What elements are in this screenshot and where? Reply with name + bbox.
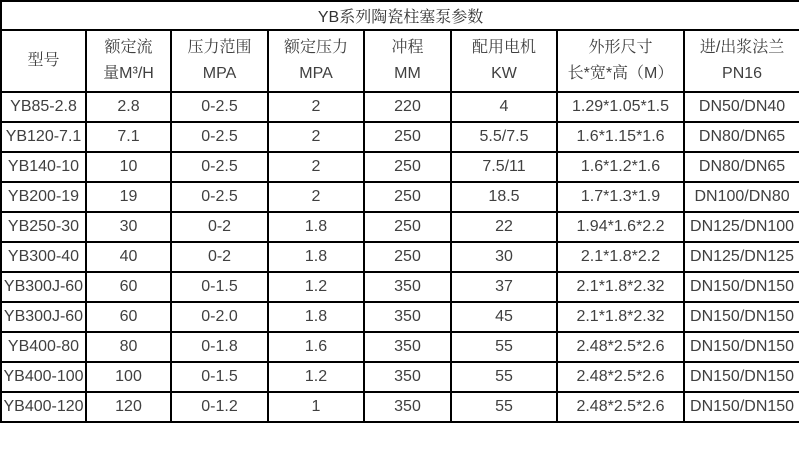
model-cell: YB300J-60 <box>1 272 86 302</box>
header-line-1: 冲程 <box>391 39 424 56</box>
table-cell: 18.5 <box>451 182 557 212</box>
table-cell: 1.8 <box>268 212 364 242</box>
table-cell: 45 <box>451 302 557 332</box>
table-cell: 350 <box>364 302 451 332</box>
table-cell: 60 <box>86 272 171 302</box>
table-cell: 1.2 <box>268 272 364 302</box>
header-row <box>1 30 799 92</box>
table-cell: 2.48*2.5*2.6 <box>557 392 684 422</box>
table-cell: 350 <box>364 332 451 362</box>
table-cell: 0-2.5 <box>171 92 268 122</box>
table-cell: 0-2 <box>171 212 268 242</box>
header-cell <box>171 30 268 92</box>
table-row <box>1 332 799 362</box>
table-cell: 350 <box>364 272 451 302</box>
header-cell <box>684 30 799 92</box>
table-cell: 220 <box>364 92 451 122</box>
table-row <box>1 92 799 122</box>
table-cell: 2 <box>268 182 364 212</box>
table-cell: DN125/DN100 <box>684 212 799 242</box>
table-cell: 40 <box>86 242 171 272</box>
table-row <box>1 152 799 182</box>
table-cell: 2 <box>268 122 364 152</box>
table-cell: DN150/DN150 <box>684 392 799 422</box>
table-cell: 1.7*1.3*1.9 <box>557 182 684 212</box>
table-cell: 2.48*2.5*2.6 <box>557 362 684 392</box>
model-cell: YB400-80 <box>1 332 86 362</box>
table-cell: 1 <box>268 392 364 422</box>
table-cell: 0-1.5 <box>171 272 268 302</box>
table-cell: 55 <box>451 362 557 392</box>
table-row <box>1 182 799 212</box>
table-cell: 2.8 <box>86 92 171 122</box>
header-line-2: 量M³/H <box>103 65 154 82</box>
model-cell: YB140-10 <box>1 152 86 182</box>
model-cell: YB400-100 <box>1 362 86 392</box>
header-line-1: 额定压力 <box>283 39 348 56</box>
table-cell: 0-2 <box>171 242 268 272</box>
table-cell: 0-1.8 <box>171 332 268 362</box>
table-cell: 1.8 <box>268 302 364 332</box>
table-cell: 250 <box>364 152 451 182</box>
model-cell: YB85-2.8 <box>1 92 86 122</box>
table-cell: 250 <box>364 182 451 212</box>
header-line-2: MPA <box>202 65 237 82</box>
table-cell: 4 <box>451 92 557 122</box>
table-cell: DN150/DN150 <box>684 272 799 302</box>
table-cell: 1.94*1.6*2.2 <box>557 212 684 242</box>
header-line-1: 外形尺寸 <box>588 39 653 56</box>
header-cell <box>364 30 451 92</box>
table-row <box>1 302 799 332</box>
header-line-1: 压力范围 <box>187 39 252 56</box>
table-cell: DN50/DN40 <box>684 92 799 122</box>
header-line-2: KW <box>491 65 517 82</box>
table-cell: 1.2 <box>268 362 364 392</box>
table-cell: 37 <box>451 272 557 302</box>
model-cell: YB400-120 <box>1 392 86 422</box>
table-cell: DN80/DN65 <box>684 152 799 182</box>
table-cell: DN150/DN150 <box>684 302 799 332</box>
header-line-2: PN16 <box>722 65 763 82</box>
table-cell: 250 <box>364 242 451 272</box>
table-cell: 0-2.5 <box>171 122 268 152</box>
header-cell <box>268 30 364 92</box>
table-cell: 2.1*1.8*2.2 <box>557 242 684 272</box>
table-cell: DN100/DN80 <box>684 182 799 212</box>
table-cell: 350 <box>364 392 451 422</box>
table-cell: DN150/DN150 <box>684 332 799 362</box>
table-cell: 22 <box>451 212 557 242</box>
table-row <box>1 272 799 302</box>
table-cell: 2.1*1.8*2.32 <box>557 272 684 302</box>
table-cell: 1.8 <box>268 242 364 272</box>
table-cell: 1.6*1.15*1.6 <box>557 122 684 152</box>
model-cell: YB250-30 <box>1 212 86 242</box>
table-cell: DN125/DN125 <box>684 242 799 272</box>
header-line-1: 配用电机 <box>471 39 536 56</box>
table-row <box>1 122 799 152</box>
table-body <box>1 92 799 422</box>
table-cell: 2.1*1.8*2.32 <box>557 302 684 332</box>
table-row <box>1 362 799 392</box>
table-title: YB系列陶瓷柱塞泵参数 <box>1 1 799 30</box>
model-cell: YB300J-60 <box>1 302 86 332</box>
table-cell: DN150/DN150 <box>684 362 799 392</box>
table-cell: 250 <box>364 122 451 152</box>
table-cell: 250 <box>364 212 451 242</box>
table-cell: 1.6 <box>268 332 364 362</box>
table-cell: 10 <box>86 152 171 182</box>
title-row <box>1 1 799 30</box>
table-cell: 1.6*1.2*1.6 <box>557 152 684 182</box>
model-cell: YB200-19 <box>1 182 86 212</box>
header-cell <box>1 30 86 92</box>
table-cell: 55 <box>451 392 557 422</box>
table-row <box>1 392 799 422</box>
table-cell: 2 <box>268 92 364 122</box>
table-cell: 2 <box>268 152 364 182</box>
table-cell: 350 <box>364 362 451 392</box>
header-cell <box>86 30 171 92</box>
table-cell: 1.29*1.05*1.5 <box>557 92 684 122</box>
header-cell <box>557 30 684 92</box>
table-cell: DN80/DN65 <box>684 122 799 152</box>
table-cell: 2.48*2.5*2.6 <box>557 332 684 362</box>
header-line-1: 额定流 <box>104 39 153 56</box>
model-cell: YB120-7.1 <box>1 122 86 152</box>
header-cell <box>451 30 557 92</box>
table-cell: 7.5/11 <box>451 152 557 182</box>
table-cell: 0-1.2 <box>171 392 268 422</box>
header-line-1: 进/出浆法兰 <box>699 39 785 56</box>
table-cell: 60 <box>86 302 171 332</box>
header-line-2: MPA <box>299 65 333 82</box>
table-cell: 0-2.5 <box>171 152 268 182</box>
header-line-2: 长*宽*高（M） <box>567 65 674 82</box>
table-cell: 30 <box>86 212 171 242</box>
table-cell: 0-2.0 <box>171 302 268 332</box>
table-cell: 55 <box>451 332 557 362</box>
table-cell: 100 <box>86 362 171 392</box>
header-line-1: 型号 <box>27 52 60 69</box>
table-cell: 80 <box>86 332 171 362</box>
table-cell: 19 <box>86 182 171 212</box>
table-cell: 0-2.5 <box>171 182 268 212</box>
table-cell: 30 <box>451 242 557 272</box>
table-cell: 5.5/7.5 <box>451 122 557 152</box>
table-row <box>1 212 799 242</box>
table-cell: 120 <box>86 392 171 422</box>
model-cell: YB300-40 <box>1 242 86 272</box>
header-line-2: MM <box>394 65 421 82</box>
table-cell: 0-1.5 <box>171 362 268 392</box>
table-row <box>1 242 799 272</box>
table-cell: 7.1 <box>86 122 171 152</box>
